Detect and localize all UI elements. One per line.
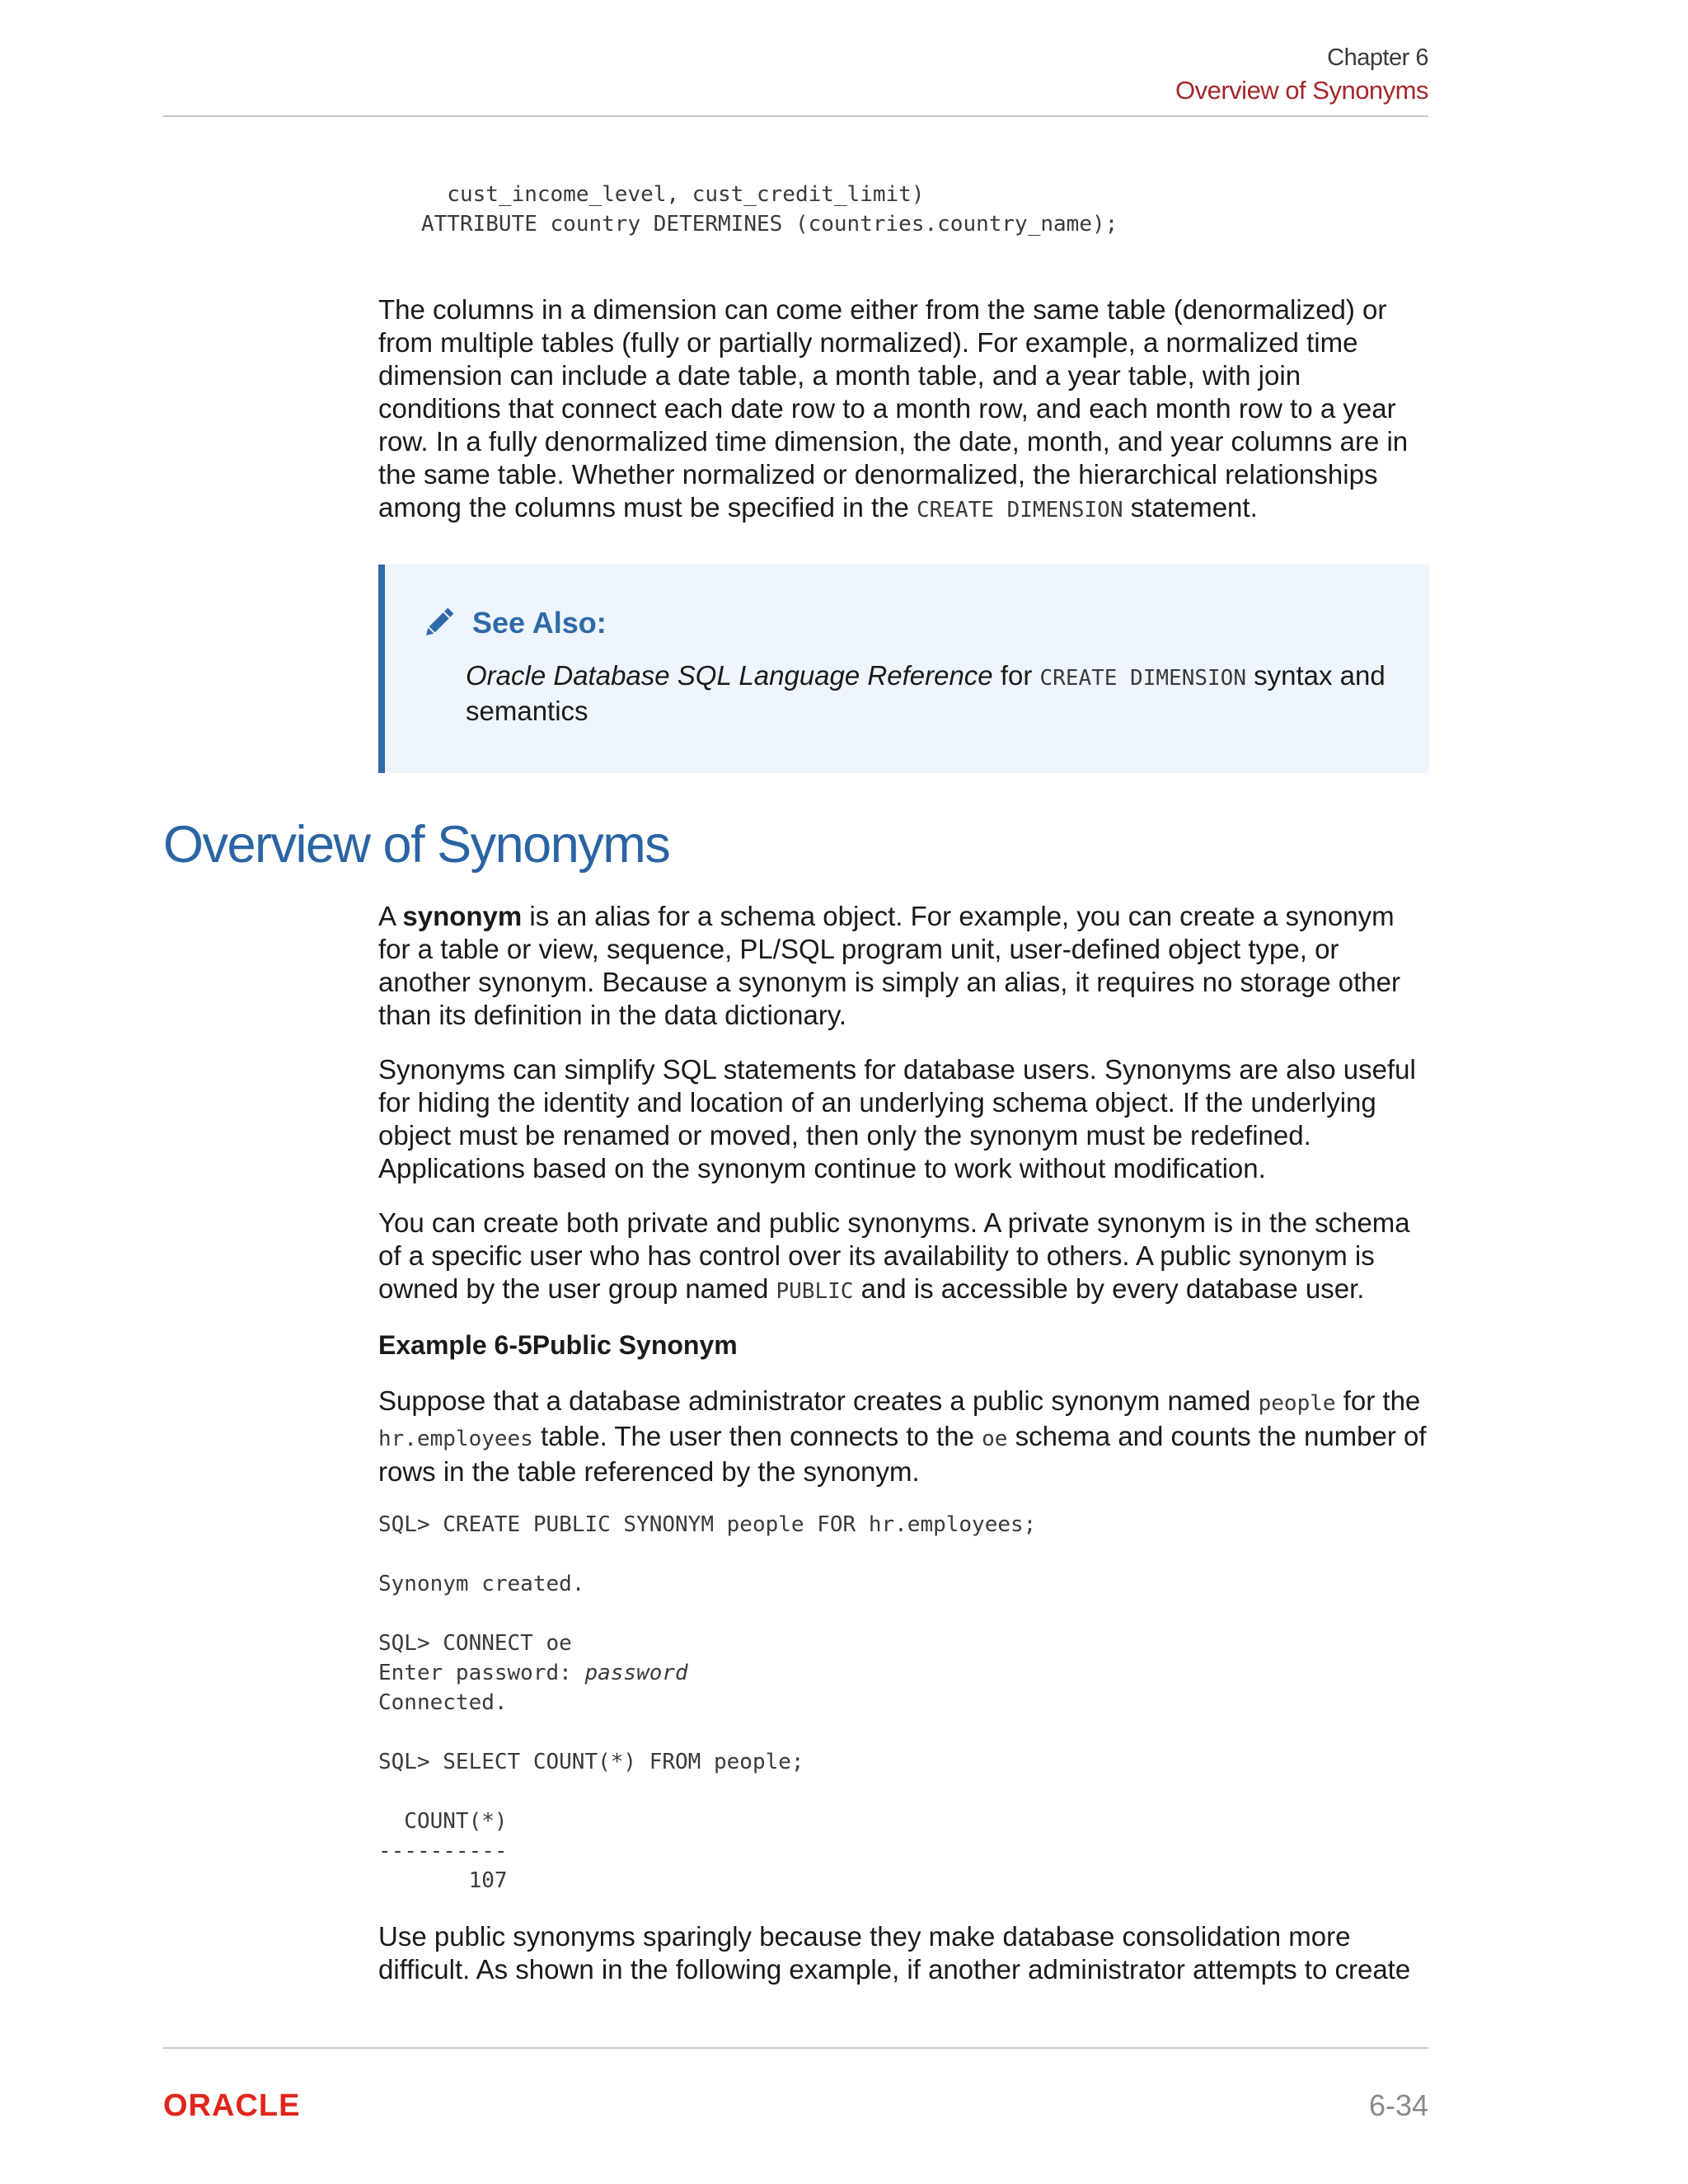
code-line: Synonym created. (378, 1572, 585, 1596)
inline-code: PUBLIC (776, 1279, 854, 1304)
book-reference-link[interactable]: Oracle Database SQL Language Reference (466, 660, 993, 691)
code-line: 107 (378, 1868, 508, 1893)
paragraph-text: schema and counts the number of rows in the table referenced by the synonym. (378, 1421, 1427, 1487)
code-line: ---------- (378, 1839, 508, 1863)
inline-code: people (1258, 1391, 1336, 1416)
code-block-example (378, 1510, 1429, 1896)
code-placeholder: password (584, 1661, 688, 1685)
code-line: Connected. (378, 1690, 508, 1715)
code-line: cust_income_level, cust_credit_limit) (421, 182, 925, 207)
footer-divider (163, 2047, 1428, 2049)
code-line: SQL> SELECT COUNT(*) FROM people; (378, 1750, 804, 1774)
code-text: Enter password: (378, 1661, 585, 1685)
paragraph-text: Suppose that a database administrator creates a public synonym named (378, 1385, 1251, 1416)
paragraph-text: table. The user then connects to the (541, 1421, 974, 1451)
paragraph-text: and is accessible by every database user. (860, 1273, 1365, 1304)
oracle-logo (163, 2090, 345, 2120)
paragraph-text: is an alias for a schema object. For example, you can create a synonym for a table or view, sequence, PL/SQL program unit, user-defined object type, or another synonym. Because a synonym is simply an alias, it requires no storage other than its definition in the data dictionary. (378, 901, 1400, 1030)
see-also-note (378, 565, 1429, 773)
section-label: Overview of Synonyms (1175, 76, 1428, 105)
example-title: Public Synonym (532, 1330, 738, 1360)
code-line: SQL> CREATE PUBLIC SYNONYM people FOR hr.employees; (378, 1512, 1037, 1537)
paragraph-text: Synonyms can simplify SQL statements for database users. Synonyms are also useful for hiding the identity and location of an underlying schema object. If the underlying object must be renamed or moved, then only the synonym must be redefined. Applications based on the synonym continue to work without modification. (378, 1054, 1416, 1183)
see-also-header (420, 604, 607, 642)
paragraph-synonym-definition (378, 900, 1429, 1032)
oracle-logo-text: ORACLE (163, 2090, 301, 2120)
paragraph-sparingly (378, 1920, 1429, 1986)
section-title: Overview of Synonyms (163, 816, 670, 874)
see-also-title: See Also: (472, 606, 607, 640)
inline-code: oe (982, 1427, 1008, 1451)
code-blank (378, 1777, 1429, 1807)
code-blank (378, 1599, 1429, 1629)
pencil-icon (420, 604, 457, 642)
inline-code: CREATE DIMENSION (917, 498, 1123, 523)
see-also-body (466, 659, 1389, 728)
paragraph-text: Use public synonyms sparingly because they make database consolidation more difficult. As shown in the following example, if another administrator attempts to create (378, 1921, 1411, 1985)
code-blank (378, 1718, 1429, 1747)
paragraph-text: You can create both private and public synonyms. A private synonym is in the schema of a specific user who has control over its availability to others. A public synonym is owned by the user group named (378, 1207, 1410, 1304)
header-divider (163, 115, 1428, 117)
code-line-password (378, 1658, 1429, 1688)
code-line: SQL> CONNECT oe (378, 1631, 572, 1656)
example-heading (378, 1330, 1429, 1361)
code-blank (378, 1540, 1429, 1569)
chapter-label: Chapter 6 (1327, 45, 1428, 71)
see-also-text: for (1000, 660, 1033, 691)
code-line: COUNT(*) (378, 1809, 508, 1834)
example-label: Example 6-5 (378, 1330, 532, 1360)
paragraph-dimensions (378, 293, 1429, 527)
paragraph-simplify (378, 1053, 1429, 1185)
see-also-text: syntax and semantics (466, 660, 1386, 726)
running-header (1175, 41, 1428, 107)
inline-code: CREATE DIMENSION (1039, 666, 1246, 691)
code-line: ATTRIBUTE country DETERMINES (countries.country_name); (421, 212, 1118, 237)
paragraph-example (378, 1385, 1429, 1488)
paragraph-text: statement. (1130, 492, 1258, 523)
inline-code: hr.employees (378, 1427, 533, 1451)
paragraph-public-private (378, 1207, 1429, 1308)
page-number: 6-34 (1368, 2088, 1428, 2122)
paragraph-text: for the (1343, 1385, 1421, 1416)
paragraph-text: A (378, 901, 396, 931)
term-synonym: synonym (402, 901, 523, 931)
paragraph-text: The columns in a dimension can come either from the same table (denormalized) or from multiple tables (fully or partially normalized). For example, a normalized time dimension can include a date table, a month table, and a year table, with join conditions that connect each date row to a month row, and each month row to a year row. In a fully denormalized time dimension, the date, month, and year columns are in the same table. Whether normalized or denormalized, the hierarchical relationships among the columns must be specified in the (378, 294, 1409, 523)
code-block-top (378, 180, 1429, 239)
